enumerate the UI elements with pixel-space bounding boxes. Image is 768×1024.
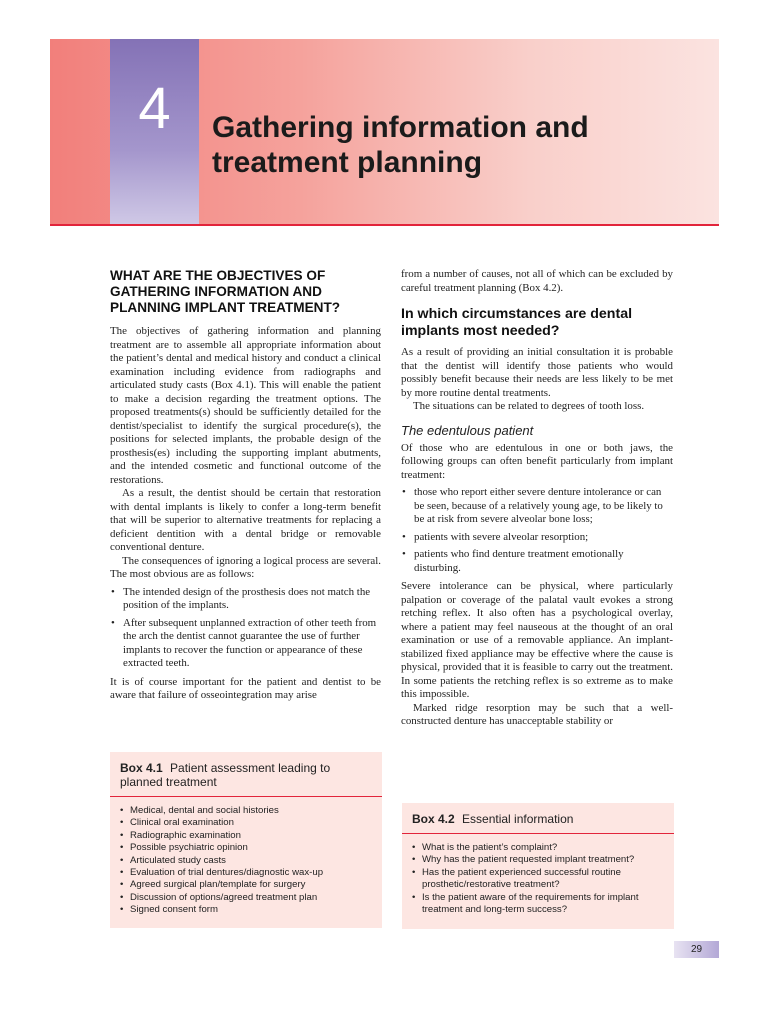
body-paragraph: The objectives of gathering information and planning treatment are to assemble all appropriate information about the patient’s dental and medical history and conduct a clinical examination including evidence from radiographs and articulated study casts (Box 4.1). This will enable the patient to make a decision regarding the treatment options. The proposed treatments(s) should be sufficiently detailed for the dentist/specialist to identify the surgical procedure(s), the positions for selected implants, the probable design of the prosthesis(es) including the supporting implant abutments, and the intended cosmetic and functional outcome of the restorations.	[110, 325, 381, 486]
chapter-title-line: Gathering information and	[212, 111, 589, 144]
section-heading-line: WHAT ARE THE OBJECTIVES OF	[110, 268, 326, 283]
bullet-list	[110, 586, 381, 671]
box-list-item: • Discussion of options/agreed treatment plan	[120, 892, 372, 904]
box-4-1	[110, 752, 382, 928]
box-list	[110, 805, 382, 917]
body-paragraph: It is of course important for the patient and dentist to be aware that failure of osseointegration may arise	[110, 675, 381, 701]
box-list-item: • What is the patient’s complaint?	[412, 842, 664, 854]
bullet-list	[401, 486, 673, 575]
page-number: 29	[674, 941, 719, 958]
bullet-item: • patients with severe alveolar resorption;	[401, 531, 673, 545]
chapter-number: 4	[138, 76, 171, 141]
box-list-item: • Articulated study casts	[120, 855, 372, 867]
left-column	[110, 268, 381, 703]
section-heading	[110, 268, 381, 316]
box-label: Box 4.1	[120, 761, 163, 775]
box-list-item: • Medical, dental and social histories	[120, 805, 372, 817]
box-list-item: • Possible psychiatric opinion	[120, 842, 372, 854]
subsubsection-heading: The edentulous patient	[401, 422, 534, 438]
box-header	[110, 752, 382, 797]
section-heading-line: PLANNING IMPLANT TREATMENT?	[110, 300, 341, 315]
box-list-item: • Clinical oral examination	[120, 817, 372, 829]
body-paragraph: The situations can be related to degrees of tooth loss.	[413, 400, 645, 412]
right-column	[401, 268, 673, 729]
box-title: Patient assessment leading to planned treatment	[120, 761, 331, 789]
body-paragraph: As a result, the dentist should be certain that restoration with dental implants is likely to confer a long-term benefit that will be superior to alternative treatments for replacing a deficient dentition with a dental bridge or removable conventional denture.	[110, 487, 381, 553]
body-paragraph: from a number of causes, not all of which can be excluded by careful treatment planning (Box 4.2).	[401, 268, 673, 294]
box-label: Box 4.2	[412, 812, 455, 826]
box-list	[402, 842, 674, 916]
section-heading-line: GATHERING INFORMATION AND	[110, 284, 322, 299]
body-paragraph: The consequences of ignoring a logical process are several. The most obvious are as follows:	[110, 554, 381, 580]
body-paragraph: Severe intolerance can be physical, where particularly palpation or coverage of the palatal vault evokes a strong retching reflex. It also often has a psychological overlay, where a patient may feel nauseous at the thought of an oral examination or use of a removable appliance. An implant-stabilized fixed appliance may be effective where the cause is physical, provided that it is feasible to carry out the treatment. In some patients the retching reflex is so extreme as to make this impossible.	[401, 580, 673, 700]
bullet-item: • The intended design of the prosthesis does not match the position of the implants.	[110, 586, 381, 613]
box-4-2	[402, 803, 674, 929]
body-paragraph: Marked ridge resorption may be such that a well-constructed denture has unacceptable stability or	[401, 701, 673, 727]
chapter-title-line: treatment planning	[212, 146, 483, 179]
bullet-item: • those who report either severe denture intolerance or can be seen, because of a relatively young age, to be likely to be at risk from severe alveolar bone loss;	[401, 486, 673, 527]
subsection-heading: In which circumstances are dental implants most needed?	[401, 306, 633, 339]
box-list-item: • Radiographic examination	[120, 830, 372, 842]
box-title: Essential information	[462, 812, 574, 826]
header-divider	[50, 224, 719, 226]
box-header	[402, 803, 674, 834]
bullet-item: • patients who find denture treatment emotionally disturbing.	[401, 548, 673, 575]
box-list-item: • Why has the patient requested implant treatment?	[412, 854, 664, 866]
body-paragraph: As a result of providing an initial consultation it is probable that the dentist will identify those patients who would possibly benefit because their needs are less likely to be met by more routine dental treatments.	[401, 346, 673, 399]
box-list-item: • Is the patient aware of the requirements for implant treatment and long-term success?	[412, 892, 664, 917]
body-paragraph: Of those who are edentulous in one or both jaws, the following groups can often benefit particularly from implant treatment:	[401, 441, 673, 481]
chapter-title	[212, 110, 712, 180]
bullet-item: • After subsequent unplanned extraction of other teeth from the arch the dentist cannot guarantee the use of further implants to recover the function or appearance of these extracted teeth.	[110, 617, 381, 671]
box-list-item: • Has the patient experienced successful routine prosthetic/restorative treatment?	[412, 867, 664, 892]
box-list-item: • Agreed surgical plan/template for surgery	[120, 879, 372, 891]
box-list-item: • Signed consent form	[120, 904, 372, 916]
box-list-item: • Evaluation of trial dentures/diagnostic wax-up	[120, 867, 372, 879]
